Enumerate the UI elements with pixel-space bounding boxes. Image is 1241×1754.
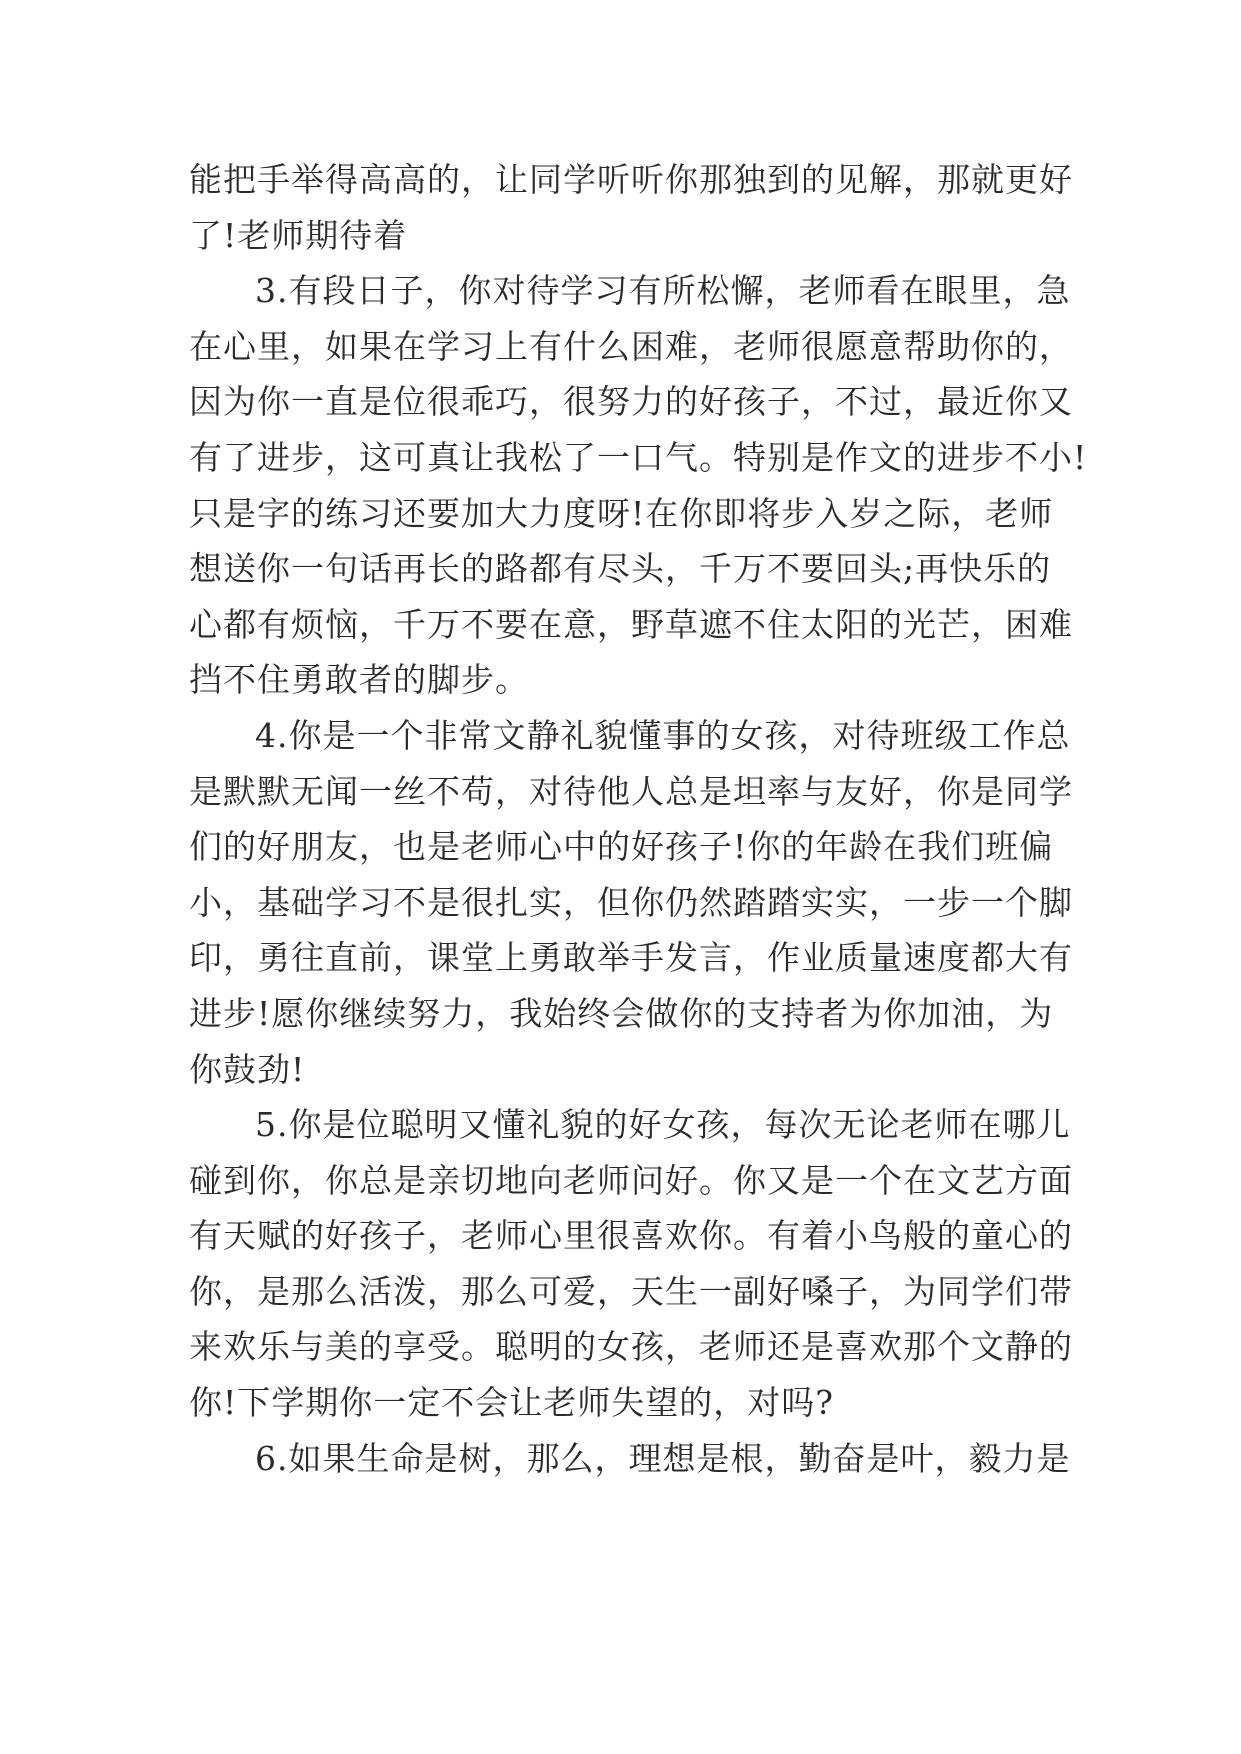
paragraph-start-3: 3.有段日子，你对待学习有所松懈，老师看在眼里，急 — [255, 271, 1071, 311]
text-line: 碰到你，你总是亲切地向老师问好。你又是一个在文艺方面 — [189, 1160, 1073, 1200]
text-line: 印，勇往直前，课堂上勇敢举手发言，作业质量速度都大有 — [189, 938, 1073, 978]
paragraph-start-6: 6.如果生命是树，那么，理想是根，勤奋是叶，毅力是 — [255, 1438, 1071, 1478]
document-body — [189, 152, 1088, 1486]
text-line: 小，基础学习不是很扎实，但你仍然踏踏实实，一步一个脚 — [189, 882, 1073, 922]
text-line: 有了进步，这可真让我松了一口气。特别是作文的进步不小! — [189, 437, 1088, 477]
text-line: 心都有烦恼，千万不要在意，野草遮不住太阳的光芒，困难 — [189, 604, 1073, 644]
text-line: 在心里，如果在学习上有什么困难，老师很愿意帮助你的， — [189, 326, 1073, 366]
text-line: 挡不住勇敢者的脚步。 — [189, 660, 529, 700]
text-line: 你!下学期你一定不会让老师失望的，对吗? — [189, 1383, 834, 1423]
text-line: 只是字的练习还要加大力度呀!在你即将步入岁之际，老师 — [189, 493, 1054, 533]
text-line: 了!老师期待着 — [189, 215, 408, 255]
paragraph-start-5: 5.你是位聪明又懂礼貌的好女孩，每次无论老师在哪儿 — [255, 1105, 1071, 1145]
text-line: 能把手举得高高的，让同学听听你那独到的见解，那就更好 — [189, 160, 1073, 199]
text-line: 你，是那么活泼，那么可爱，天生一副好嗓子，为同学们带 — [189, 1271, 1073, 1311]
text-line: 进步!愿你继续努力，我始终会做你的支持者为你加油，为 — [189, 993, 1054, 1033]
text-line: 是默默无闻一丝不苟，对待他人总是坦率与友好，你是同学 — [189, 771, 1073, 811]
text-line: 有天赋的好孩子，老师心里很喜欢你。有着小鸟般的童心的 — [189, 1216, 1073, 1256]
text-line: 你鼓劲! — [189, 1049, 306, 1089]
paragraph-start-4: 4.你是一个非常文静礼貌懂事的女孩，对待班级工作总 — [255, 715, 1071, 755]
text-line: 因为你一直是位很乖巧，很努力的好孩子，不过，最近你又 — [189, 382, 1073, 422]
text-line: 们的好朋友，也是老师心中的好孩子!你的年龄在我们班偏 — [189, 827, 1054, 867]
text-line: 来欢乐与美的享受。聪明的女孩，老师还是喜欢那个文静的 — [189, 1327, 1073, 1367]
text-line: 想送你一句话再长的路都有尽头，千万不要回头;再快乐的 — [189, 549, 1052, 589]
